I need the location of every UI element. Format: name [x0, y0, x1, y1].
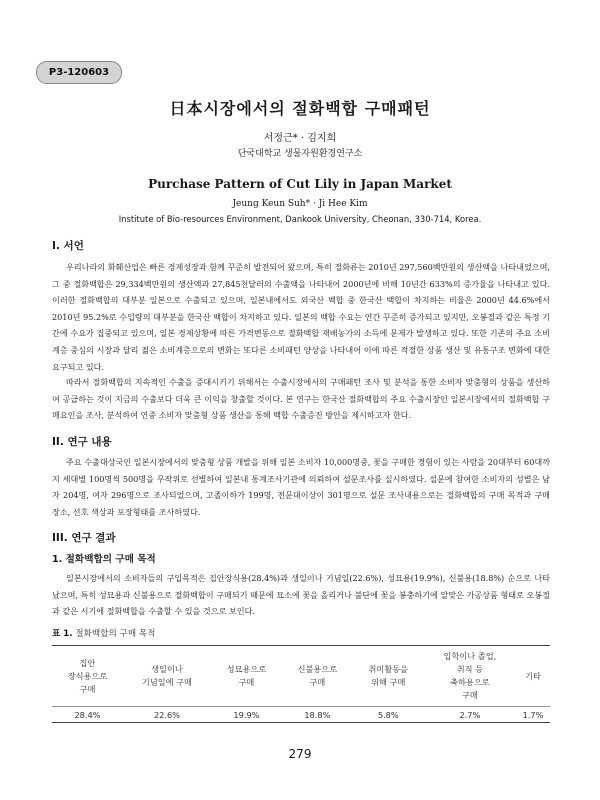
table-cell-grave-visit: 19.9% [211, 707, 282, 723]
results-subheading-purchase-purpose: 1. 절화백합의 구매 목적 [52, 554, 156, 565]
section-heading-methods: II. 연구 내용 [52, 436, 112, 448]
section-heading-results: III. 연구 결과 [52, 532, 116, 544]
table-caption-text: 절화백합의 구매 목적 [75, 629, 156, 639]
table-header-buddhist-altar: 신불용으로 구매 [282, 646, 353, 707]
table-cell-birthday-anniversary: 22.6% [123, 707, 211, 723]
table-cell-home-decoration: 28.4% [52, 707, 123, 723]
paper-title-english: Purchase Pattern of Cut Lily in Japan Market [148, 177, 452, 191]
section-heading-introduction: I. 서언 [52, 240, 84, 252]
methods-paragraph: 주요 수출대상국인 일본시장에서의 맞춤형 상품 개발을 위해 일본 소비자 10,000명중, 꽃을 구매한 경험이 있는 사람을 20대부터 60대까지 세대별 100명씩 500명을 무작위로 선별하여 일본내 통계조사기관에 의뢰하여 설문조사를 실시하였다. 설문에 참여한 소비자의 성별은 남자 204명, 여자 296명으로 조사되었으며, 고졸이하가 199명, 전문대이상이 301명으로 설문 조사내용으로는 절화백합의 구매 목적과 구매 장소, 선호 색상과 포장형태를 조사하였다. [52, 457, 550, 517]
abstract-id-badge: P3-120603 [36, 61, 122, 84]
table-header-other: 기타 [516, 646, 550, 707]
authors-english: Jeung Keun Suh* · Ji Hee Kim [232, 199, 368, 209]
authors-korean: 서정근* · 김지희 [263, 133, 337, 144]
affiliation-korean: 단국대학교 생물자원환경연구소 [237, 149, 363, 159]
introduction-paragraph-2: 따라서 절화백합의 지속적인 수출을 증대시키기 위해서는 수출시장에서의 구매패턴 조사 및 분석을 통한 소비자 맞춤형의 상품을 생산하여 공급하는 것이 지금의 수출보다 더욱 큰 이익을 창출할 것이다. 본 연구는 한국산 절화백합의 주요 수출시장인 일본시장에서의 절화백합 구매요인을 조사, 분석하여 연중 소비자 맞춤형 상품 생산을 통해 백합 수출증진 방안을 제시하고자 한다. [52, 377, 550, 421]
table-header-grave-visit: 성묘용으로 구매 [211, 646, 282, 707]
table-row [52, 707, 550, 723]
table-header-birthday-anniversary: 생일이나 기념일에 구매 [123, 646, 211, 707]
table-cell-celebration: 2.7% [424, 707, 516, 723]
purchase-purpose-table [52, 645, 550, 723]
table-caption [52, 627, 155, 639]
results-paragraph: 일본시장에서의 소비자들의 구입목적은 집안장식용(28.4%)과 생일이나 기념일(22.6%), 성묘용(19.9%), 신불용(18.8%) 순으로 나타났으며, 특히 성묘용과 신불용으로 절화백합이 구매되기 때문에 묘소에 꽃을 올리거나 불단에 꽃을 봉충하기에 알맞은 가공상품 형태로 오봉절과 같은 시기에 절화백합을 수출할 수 있을 것으로 보인다. [52, 573, 550, 617]
table-header-hobby: 취미활동을 위해 구매 [353, 646, 424, 707]
table-header-home-decoration: 집안 장식용으로 구매 [52, 646, 123, 707]
table-header-celebration: 입학이나 졸업, 취직 등 축하용으로 구매 [424, 646, 516, 707]
paper-title-korean: 日本시장에서의 절화백합 구매패턴 [169, 99, 431, 118]
table-caption-label: 표 1. [52, 629, 73, 639]
table-cell-buddhist-altar: 18.8% [282, 707, 353, 723]
table-cell-hobby: 5.8% [353, 707, 424, 723]
page-number: 279 [288, 747, 312, 761]
introduction-paragraph-1: 우리나라의 화훼산업은 빠른 경제성장과 함께 꾸준히 발전되어 왔으며, 특히 절화류는 2010년 297,560백만원의 생산액을 나타내었으며, 그 중 절화백합은 29,334백만원의 생산액과 27,845천달러의 수출액을 나타내어 2000년에 비해 10년간 633%의 증가율을 나타내고 있다. 이러한 절화백합의 대부분 일본으로 수출되고 있으며, 일본내에서도 외국산 백합 중 한국산 백합이 차지하는 비율은 2000년 44.6%에서 2010년 95.2%로 수입량의 대부분을 한국산 백합이 차지하고 있다. 일본의 백합 수요는 연간 꾸준히 증가되고 있지만, 오봉절과 같은 특정 기간에 수요가 집중되고 있으며, 일본 경제상황에 따른 가격변동으로 절화백합 재배농가의 소득에 문제가 발생하고 있다. 또한 기존의 주요 소비계층 중심의 시장과 달리 젊은 소비계층으로의 변화는 또다른 소비패턴 양상을 나타내어 이에 따른 적절한 상품 생산 및 유통구조 변화에 대한 요구되고 있다. [52, 262, 550, 372]
affiliation-english: Institute of Bio-resources Environment, Dankook University, Cheonan, 330-714, Korea. [118, 214, 482, 224]
table-header-row [52, 646, 550, 707]
table-cell-other: 1.7% [516, 707, 550, 723]
